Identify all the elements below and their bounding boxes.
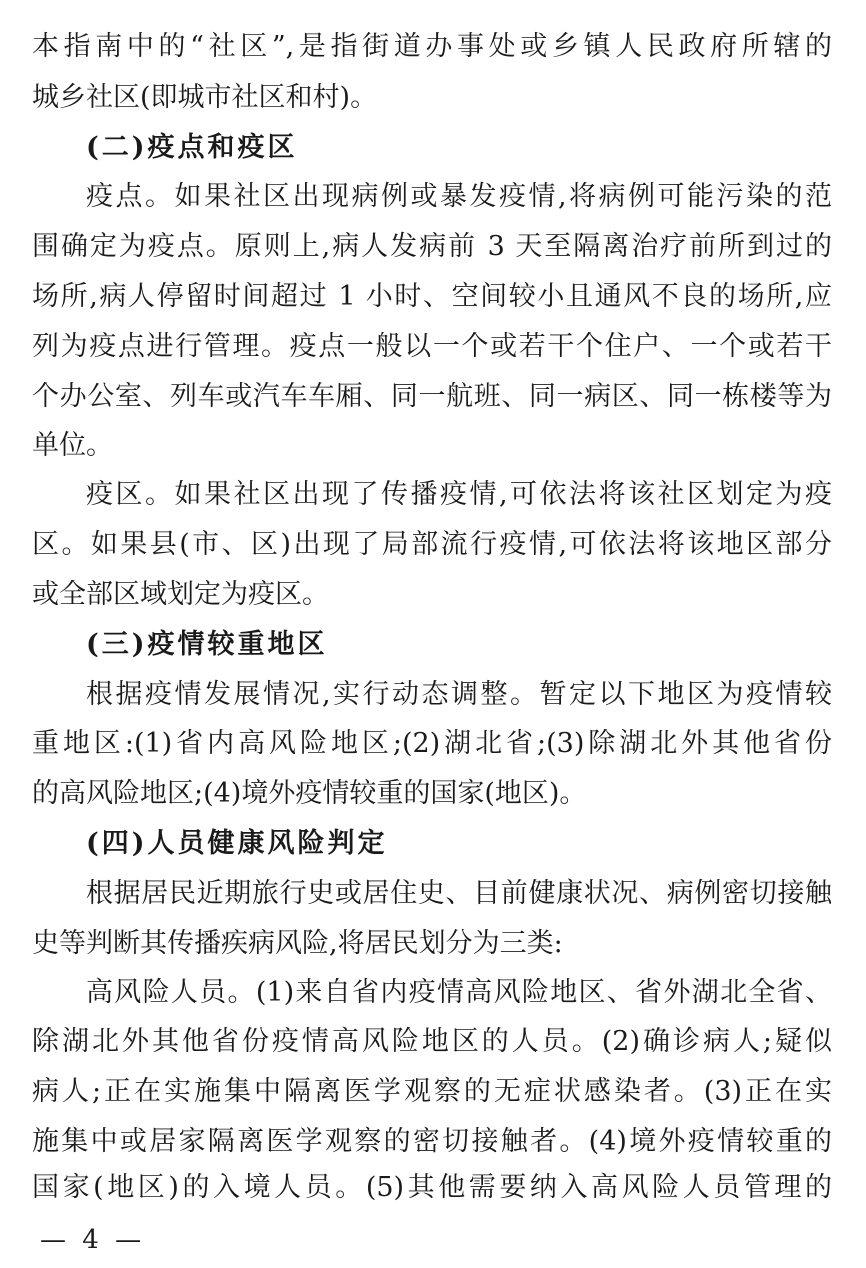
page-number: — 4 — (40, 1225, 146, 1255)
paragraph-line: 的高风险地区;(4)境外疫情较重的国家(地区)。 (32, 778, 587, 809)
paragraph-line: 区。如果县(市、区)出现了局部流行疫情,可依法将该地区部分 (32, 529, 832, 560)
paragraph-line: 单位。 (32, 430, 113, 461)
paragraph-line: 重地区:(1)省内高风险地区;(2)湖北省;(3)除湖北外其他省份 (32, 728, 832, 759)
paragraph-line: 病人;正在实施集中隔离医学观察的无症状感染者。(3)正在实 (32, 1076, 832, 1107)
paragraph-line: 高风险人员。(1)来自省内疫情高风险地区、省外湖北全省、 (86, 977, 832, 1008)
paragraph-line: 疫点。如果社区出现病例或暴发疫情,将病例可能污染的范 (86, 181, 832, 212)
paragraph-line: 城乡社区(即城市社区和村)。 (32, 82, 378, 113)
paragraph-line: 国家(地区)的入境人员。(5)其他需要纳入高风险人员管理的 (32, 1172, 832, 1203)
paragraph-line: 本指南中的“社区”,是指街道办事处或乡镇人民政府所辖的 (32, 31, 832, 62)
paragraph-line: 或全部区域划定为疫区。 (32, 579, 329, 610)
section-heading-4: (四)人员健康风险判定 (86, 828, 388, 859)
paragraph-line: 根据疫情发展情况,实行动态调整。暂定以下地区为疫情较 (86, 679, 832, 710)
paragraph-line: 场所,病人停留时间超过 1 小时、空间较小且通风不良的场所,应 (32, 281, 832, 312)
paragraph-line: 列为疫点进行管理。疫点一般以一个或若干个住户、一个或若干 (32, 331, 832, 362)
paragraph-line: 除湖北外其他省份疫情高风险地区的人员。(2)确诊病人;疑似 (32, 1026, 832, 1057)
paragraph-line: 根据居民近期旅行史或居住史、目前健康状况、病例密切接触 (86, 878, 832, 909)
paragraph-line: 史等判断其传播疾病风险,将居民划分为三类: (32, 928, 563, 959)
paragraph-line: 围确定为疫点。原则上,病人发病前 3 天至隔离治疗前所到过的 (32, 231, 832, 262)
section-heading-3: (三)疫情较重地区 (86, 629, 328, 660)
paragraph-line: 施集中或居家隔离医学观察的密切接触者。(4)境外疫情较重的 (32, 1126, 832, 1157)
section-heading-2: (二)疫点和疫区 (86, 132, 298, 163)
paragraph-line: 疫区。如果社区出现了传播疫情,可依法将该社区划定为疫 (86, 479, 832, 510)
paragraph-line: 个办公室、列车或汽车车厢、同一航班、同一病区、同一栋楼等为 (32, 381, 832, 412)
